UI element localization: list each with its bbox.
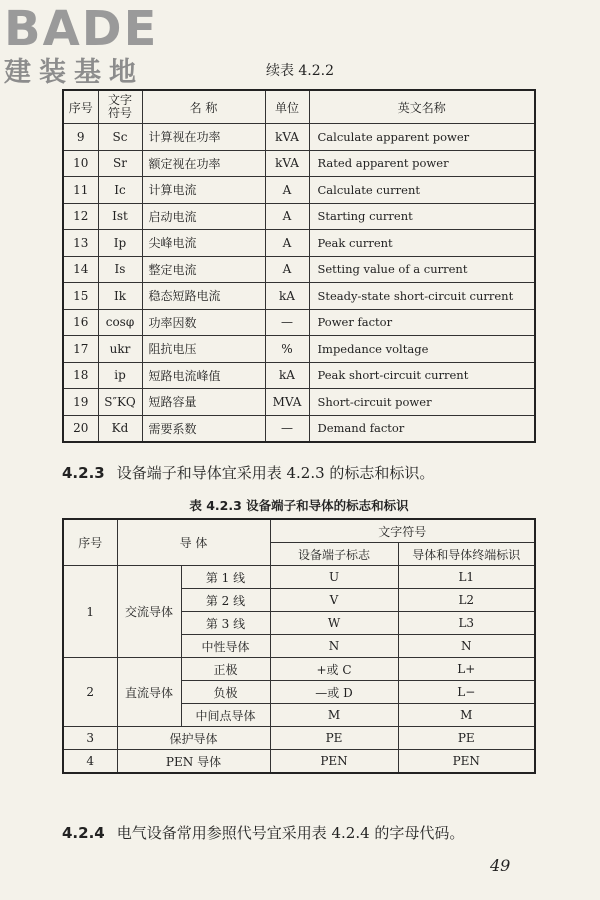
table-row xyxy=(63,362,535,389)
row-terminal: PEN xyxy=(270,750,398,774)
row-symbol: S″KQ xyxy=(98,389,142,416)
row-no: 13 xyxy=(63,230,98,257)
row-name: 额定视在功率 xyxy=(142,150,265,177)
item-terminal: N xyxy=(270,635,398,658)
row-symbol: cosφ xyxy=(98,309,142,336)
item-terminal: M xyxy=(270,704,398,727)
page-number: 49 xyxy=(490,856,511,875)
item-terminal: —或 D xyxy=(270,681,398,704)
row-name: 稳态短路电流 xyxy=(142,283,265,310)
row-mark: PE xyxy=(398,727,535,750)
item-name: 第 2 线 xyxy=(181,589,270,612)
table1-caption: 续表 4.2.2 xyxy=(265,63,335,79)
row-name: 整定电流 xyxy=(142,256,265,283)
row-no: 11 xyxy=(63,177,98,204)
clause-4-2-4 xyxy=(62,822,464,843)
item-name: 中间点导体 xyxy=(181,704,270,727)
row-symbol: ip xyxy=(98,362,142,389)
row-unit: % xyxy=(265,336,309,363)
row-no: 16 xyxy=(63,309,98,336)
row-no: 19 xyxy=(63,389,98,416)
row-symbol: Ip xyxy=(98,230,142,257)
row-mark: PEN xyxy=(398,750,535,774)
clause-text: 电气设备常用参照代号宜采用表 4.2.4 的字母代码。 xyxy=(116,824,465,842)
clause-text: 设备端子和导体宜采用表 4.2.3 的标志和标识。 xyxy=(116,464,435,482)
row-english: Peak short-circuit current xyxy=(309,362,535,389)
row-unit: A xyxy=(265,203,309,230)
row-symbol: Sc xyxy=(98,124,142,151)
table2-header-row-1 xyxy=(63,519,535,543)
table-row xyxy=(63,203,535,230)
item-name: 中性导体 xyxy=(181,635,270,658)
header-symbol-group: 文字符号 xyxy=(270,519,535,543)
logo-wordmark: BADE xyxy=(4,1,159,57)
row-no: 4 xyxy=(63,750,117,774)
header-terminal: 设备端子标志 xyxy=(270,543,398,566)
header-no: 序号 xyxy=(63,90,98,124)
table-row xyxy=(63,256,535,283)
row-symbol: Kd xyxy=(98,415,142,442)
row-no: 15 xyxy=(63,283,98,310)
row-english: Rated apparent power xyxy=(309,150,535,177)
header-conductor: 导 体 xyxy=(117,519,270,566)
row-symbol: Ist xyxy=(98,203,142,230)
item-mark: N xyxy=(398,635,535,658)
item-name: 第 3 线 xyxy=(181,612,270,635)
table-row xyxy=(63,150,535,177)
row-name: 需要系数 xyxy=(142,415,265,442)
group-no: 2 xyxy=(63,658,117,727)
table1-header-row xyxy=(63,90,535,124)
table-row xyxy=(63,309,535,336)
row-english: Demand factor xyxy=(309,415,535,442)
item-mark: L1 xyxy=(398,566,535,589)
bade-logo xyxy=(4,1,179,88)
row-english: Impedance voltage xyxy=(309,336,535,363)
item-mark: L− xyxy=(398,681,535,704)
row-unit: kA xyxy=(265,283,309,310)
row-unit: — xyxy=(265,309,309,336)
row-terminal: PE xyxy=(270,727,398,750)
table-row xyxy=(63,124,535,151)
row-symbol: Ic xyxy=(98,177,142,204)
header-name: 名 称 xyxy=(142,90,265,124)
clause-number: 4.2.4 xyxy=(62,824,105,842)
table-row xyxy=(63,727,535,750)
row-unit: kA xyxy=(265,362,309,389)
table-row xyxy=(63,415,535,442)
table2-caption: 表 4.2.3 设备端子和导体的标志和标识 xyxy=(189,498,409,513)
row-unit: kVA xyxy=(265,150,309,177)
item-mark: L3 xyxy=(398,612,535,635)
table-row xyxy=(63,177,535,204)
row-english: Setting value of a current xyxy=(309,256,535,283)
row-name: 启动电流 xyxy=(142,203,265,230)
header-english: 英文名称 xyxy=(309,90,535,124)
row-english: Peak current xyxy=(309,230,535,257)
table-row xyxy=(63,566,535,589)
header-conductor-mark: 导体和导体终端标识 xyxy=(398,543,535,566)
row-no: 12 xyxy=(63,203,98,230)
symbol-table xyxy=(62,89,536,443)
row-symbol: Sr xyxy=(98,150,142,177)
row-name: 功率因数 xyxy=(142,309,265,336)
row-english: Steady-state short-circuit current xyxy=(309,283,535,310)
header-no: 序号 xyxy=(63,519,117,566)
row-name: 尖峰电流 xyxy=(142,230,265,257)
row-unit: A xyxy=(265,256,309,283)
row-english: Short-circuit power xyxy=(309,389,535,416)
clause-number: 4.2.3 xyxy=(62,464,105,482)
item-mark: L2 xyxy=(398,589,535,612)
row-english: Calculate apparent power xyxy=(309,124,535,151)
row-name: 保护导体 xyxy=(117,727,270,750)
table-row xyxy=(63,336,535,363)
item-terminal: W xyxy=(270,612,398,635)
item-mark: M xyxy=(398,704,535,727)
row-unit: MVA xyxy=(265,389,309,416)
item-terminal: U xyxy=(270,566,398,589)
group-name: 交流导体 xyxy=(117,566,181,658)
header-unit: 单位 xyxy=(265,90,309,124)
row-symbol: Is xyxy=(98,256,142,283)
row-unit: kVA xyxy=(265,124,309,151)
item-terminal: +或 C xyxy=(270,658,398,681)
table-row xyxy=(63,230,535,257)
table-row xyxy=(63,750,535,774)
conductor-table xyxy=(62,518,536,774)
row-english: Starting current xyxy=(309,203,535,230)
row-symbol: Ik xyxy=(98,283,142,310)
item-name: 第 1 线 xyxy=(181,566,270,589)
item-name: 正极 xyxy=(181,658,270,681)
table-row xyxy=(63,283,535,310)
group-name: 直流导体 xyxy=(117,658,181,727)
group-no: 1 xyxy=(63,566,117,658)
row-no: 20 xyxy=(63,415,98,442)
row-name: PEN 导体 xyxy=(117,750,270,774)
item-terminal: V xyxy=(270,589,398,612)
row-no: 14 xyxy=(63,256,98,283)
row-no: 9 xyxy=(63,124,98,151)
row-name: 短路容量 xyxy=(142,389,265,416)
row-name: 阻抗电压 xyxy=(142,336,265,363)
table-row xyxy=(63,389,535,416)
row-name: 短路电流峰值 xyxy=(142,362,265,389)
row-no: 3 xyxy=(63,727,117,750)
row-unit: — xyxy=(265,415,309,442)
row-name: 计算电流 xyxy=(142,177,265,204)
row-no: 10 xyxy=(63,150,98,177)
row-unit: A xyxy=(265,177,309,204)
row-symbol: ukr xyxy=(98,336,142,363)
table-row xyxy=(63,658,535,681)
row-name: 计算视在功率 xyxy=(142,124,265,151)
header-symbol: 文字 符号 xyxy=(98,90,142,124)
row-no: 18 xyxy=(63,362,98,389)
row-unit: A xyxy=(265,230,309,257)
item-mark: L+ xyxy=(398,658,535,681)
row-english: Calculate current xyxy=(309,177,535,204)
row-no: 17 xyxy=(63,336,98,363)
item-name: 负极 xyxy=(181,681,270,704)
logo-subtitle: 建装基地 xyxy=(4,57,144,88)
clause-4-2-3 xyxy=(62,462,434,483)
row-english: Power factor xyxy=(309,309,535,336)
